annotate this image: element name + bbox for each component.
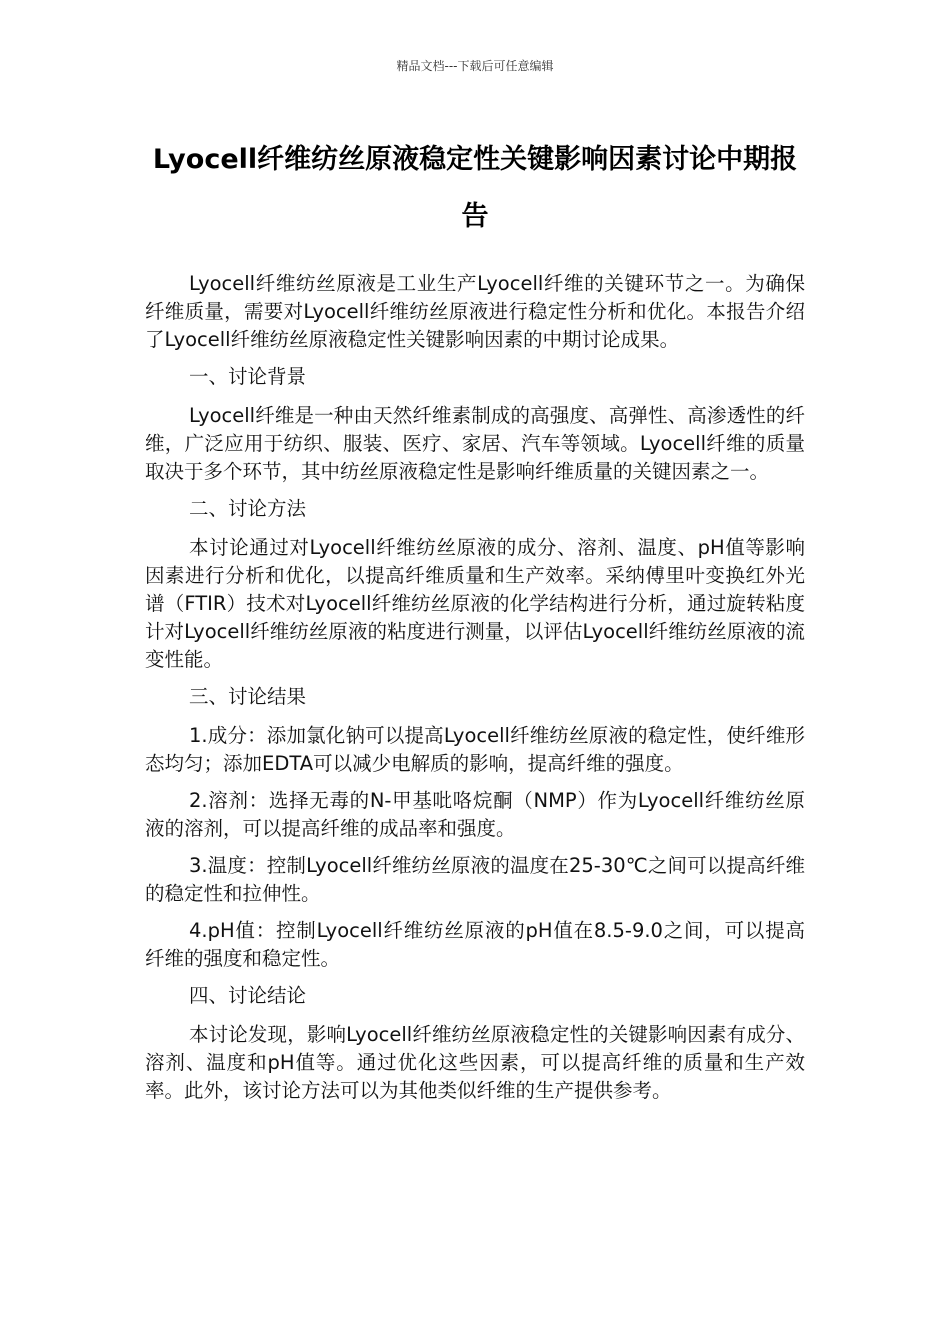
- section-results: [145, 683, 805, 973]
- result-item: 2.溶剂：选择无毒的N-甲基吡咯烷酮（NMP）作为Lyocell纤维纺丝原液的溶剂，可以提高纤维的成品率和强度。: [145, 789, 805, 840]
- section-paragraph: 本讨论发现，影响Lyocell纤维纺丝原液稳定性的关键影响因素有成分、溶剂、温度和pH值等。通过优化这些因素，可以提高纤维的质量和生产效率。此外，该讨论方法可以为其他类似纤维的生产提供参考。: [145, 1023, 805, 1102]
- section-heading: 二、讨论方法: [189, 497, 307, 520]
- document-body: [145, 270, 805, 1114]
- result-item: 1.成分：添加氯化钠可以提高Lyocell纤维纺丝原液的稳定性，使纤维形态均匀；添加EDTA可以减少电解质的影响，提高纤维的强度。: [145, 724, 805, 775]
- header-note: 精品文档---下载后可任意编辑: [396, 59, 554, 73]
- result-item: 4.pH值：控制Lyocell纤维纺丝原液的pH值在8.5-9.0之间，可以提高纤维的强度和稳定性。: [145, 919, 805, 970]
- section-paragraph: Lyocell纤维是一种由天然纤维素制成的高强度、高弹性、高渗透性的纤维，广泛应用于纺织、服装、医疗、家居、汽车等领域。Lyocell纤维的质量取决于多个环节，其中纺丝原液稳定性是影响纤维质量的关键因素之一。: [145, 404, 805, 483]
- intro-paragraph: Lyocell纤维纺丝原液是工业生产Lyocell纤维的关键环节之一。为确保纤维质量，需要对Lyocell纤维纺丝原液进行稳定性分析和优化。本报告介绍了Lyocell纤维纺丝原液稳定性关键影响因素的中期讨论成果。: [145, 272, 805, 351]
- section-heading: 一、讨论背景: [189, 365, 307, 388]
- result-item: 3.温度：控制Lyocell纤维纺丝原液的温度在25-30℃之间可以提高纤维的稳定性和拉伸性。: [145, 854, 805, 905]
- document-title: Lyocell纤维纺丝原液稳定性关键影响因素讨论中期报告: [152, 144, 798, 232]
- section-conclusion: [145, 982, 805, 1105]
- section-background: [145, 363, 805, 486]
- section-paragraph: 本讨论通过对Lyocell纤维纺丝原液的成分、溶剂、温度、pH值等影响因素进行分析和优化，以提高纤维质量和生产效率。采纳傅里叶变换红外光谱（FTIR）技术对Lyocell纤维纺丝原液的化学结构进行分析，通过旋转粘度计对Lyocell纤维纺丝原液的粘度进行测量，以评估Lyocell纤维纺丝原液的流变性能。: [145, 536, 805, 671]
- section-heading: 四、讨论结论: [189, 984, 307, 1007]
- section-heading: 三、讨论结果: [189, 685, 307, 708]
- section-method: [145, 495, 805, 674]
